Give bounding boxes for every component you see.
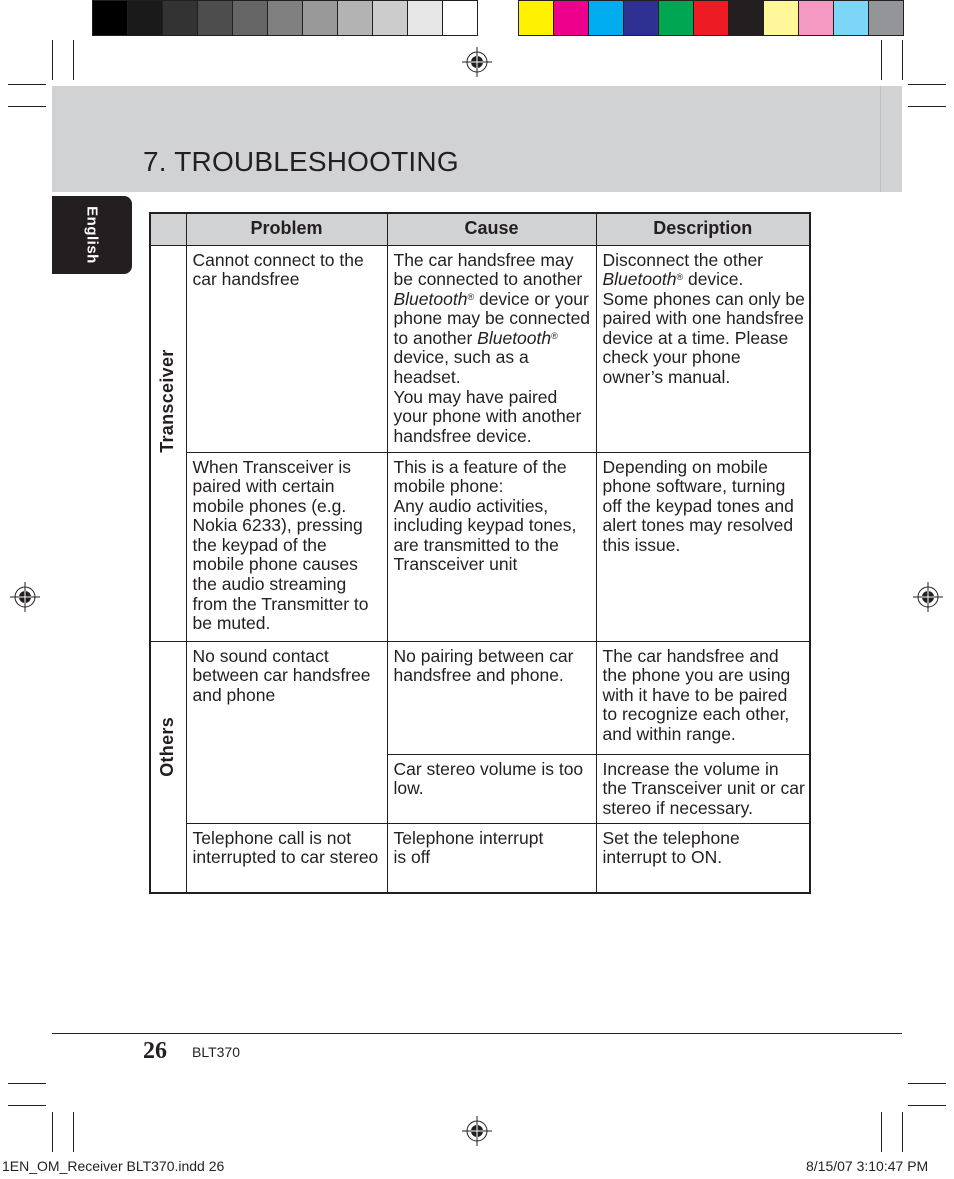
registration-mark-icon xyxy=(10,582,40,612)
color-swatch xyxy=(589,0,624,36)
table-header-row xyxy=(150,213,810,245)
problem-cell: Telephone call is not interrupted to car stereo xyxy=(186,823,387,893)
cause-cell: Telephone interrupt is off xyxy=(387,823,596,893)
color-swatch xyxy=(799,0,834,36)
column-header-problem: Problem xyxy=(186,213,387,245)
section-transceiver xyxy=(150,245,186,641)
print-slug-filename: 1EN_OM_Receiver BLT370.indd 26 xyxy=(2,1158,225,1174)
troubleshooting-table xyxy=(149,212,811,894)
footer-divider xyxy=(52,1033,902,1034)
description-cell: Increase the volume in the Transceiver unit or car stereo if necessary. xyxy=(596,754,810,823)
color-swatch xyxy=(163,0,198,36)
color-swatch xyxy=(268,0,303,36)
registration-mark-icon xyxy=(913,582,943,612)
problem-cell: When Transceiver is paired with certain mobile phones (e.g. Nokia 6233), pressing the keypad of the mobile phone causes the audio streaming from the Transmitter to be muted. xyxy=(186,452,387,641)
color-swatch xyxy=(338,0,373,36)
problem-cell: Cannot connect to the car handsfree xyxy=(186,245,387,452)
column-header-cause: Cause xyxy=(387,213,596,245)
color-swatch xyxy=(233,0,268,36)
color-calibration-bar xyxy=(92,0,904,36)
cause-cell: The car handsfree may be connected to another Bluetooth® device or your phone may be connected to another Bluetooth® device, such as a headset. You may have paired your phone with another handsfree device. xyxy=(387,245,596,452)
color-swatch xyxy=(694,0,729,36)
cause-cell: Car stereo volume is too low. xyxy=(387,754,596,823)
color-swatch xyxy=(198,0,233,36)
cause-cell: This is a feature of the mobile phone: Any audio activities, including keypad tones, are transmitted to the Transceiver unit xyxy=(387,452,596,641)
color-swatch xyxy=(303,0,338,36)
print-slug-timestamp: 8/15/07 3:10:47 PM xyxy=(806,1158,929,1174)
page-title: 7. TROUBLESHOOTING xyxy=(143,146,459,177)
color-swatch xyxy=(764,0,799,36)
table-row xyxy=(150,452,810,641)
color-swatch xyxy=(834,0,869,36)
table-row xyxy=(150,823,810,893)
description-cell: Set the telephone interrupt to ON. xyxy=(596,823,810,893)
language-tab-label: English xyxy=(83,206,101,264)
header-blank xyxy=(150,213,186,245)
color-swatch xyxy=(128,0,163,36)
color-swatch xyxy=(869,0,904,36)
section-label: Others xyxy=(157,716,178,777)
description-cell: Disconnect the other Bluetooth® device. Some phones can only be paired with one handsfree device at a time. Please check your phone owner’s manual. xyxy=(596,245,810,452)
color-swatch xyxy=(518,0,554,36)
table-row xyxy=(150,641,810,754)
section-others xyxy=(150,641,186,893)
color-swatch xyxy=(92,0,128,36)
registration-mark-icon xyxy=(462,1116,492,1146)
page-number: 26 xyxy=(143,1038,167,1064)
section-label: Transceiver xyxy=(157,349,178,453)
color-swatch xyxy=(443,0,478,36)
model-name: BLT370 xyxy=(192,1044,240,1060)
column-header-description: Description xyxy=(596,213,810,245)
registration-mark-icon xyxy=(462,47,492,77)
color-swatch xyxy=(373,0,408,36)
color-swatch xyxy=(624,0,659,36)
description-cell: Depending on mobile phone software, turning off the keypad tones and alert tones may resolved this issue. xyxy=(596,452,810,641)
description-cell: The car handsfree and the phone you are using with it have to be paired to recognize each other, and within range. xyxy=(596,641,810,754)
cause-cell: No pairing between car handsfree and phone. xyxy=(387,641,596,754)
problem-cell: No sound contact between car handsfree and phone xyxy=(186,641,387,823)
color-swatch xyxy=(554,0,589,36)
table-row xyxy=(150,245,810,452)
color-swatch xyxy=(729,0,764,36)
color-swatch xyxy=(659,0,694,36)
color-swatch xyxy=(408,0,443,36)
